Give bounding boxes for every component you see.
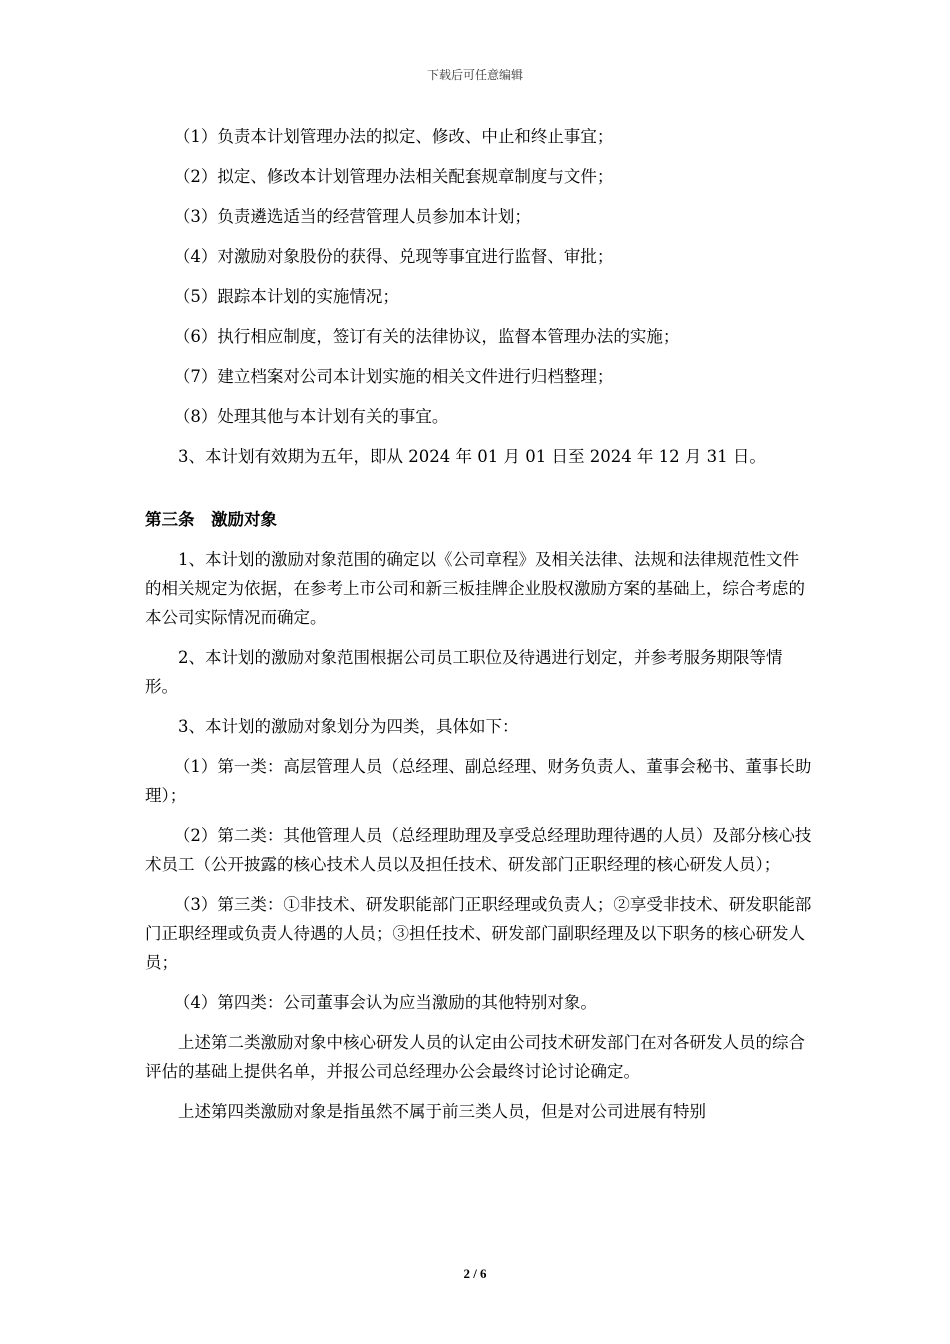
paragraph-scope-basis: 1、本计划的激励对象范围的确定以《公司章程》及相关法律、法规和法律规范性文件的相关规定为依据，在参考上市公司和新三板挂牌企业股权激励方案的基础上，综合考虑的本公司实际情况而确定。 [145,550,805,627]
document-body [145,122,813,1137]
section-heading: 第三条 激励对象 [145,510,277,529]
paragraph-note-category-2: 上述第二类激励对象中核心研发人员的认定由公司技术研发部门在对各研发人员的综合评估的基础上提供名单，并报公司总经理办公会最终讨论讨论确定。 [145,1033,805,1081]
page-header: 下载后可任意编辑 [426,68,523,82]
category-item-4: （4）第四类：公司董事会认为应当激励的其他特别对象。 [173,993,597,1012]
category-item-1: （1）第一类：高层管理人员（总经理、副总经理、财务负责人、董事会秘书、董事长助理）； [145,757,812,805]
duty-item-4: （4）对激励对象股份的获得、兑现等事宜进行监督、审批； [173,247,614,266]
paragraph-scope-position: 2、本计划的激励对象范围根据公司员工职位及待遇进行划定，并参考服务期限等情形。 [145,648,783,696]
duty-item-5: （5）跟踪本计划的实施情况； [173,287,399,306]
validity-paragraph: 3、本计划有效期为五年，即从 2024 年 01 月 01 日至 2024 年 12 月 31 日。 [178,447,766,466]
category-item-2: （2）第二类：其他管理人员（总经理助理及享受总经理助理待遇的人员）及部分核心技术员工（公开披露的核心技术人员以及担任技术、研发部门正职经理的核心研发人员）； [145,826,812,874]
duty-item-6: （6）执行相应制度，签订有关的法律协议，监督本管理办法的实施； [173,327,680,346]
duty-item-1: （1）负责本计划管理办法的拟定、修改、中止和终止事宜； [173,127,614,146]
duty-item-3: （3）负责遴选适当的经营管理人员参加本计划； [173,207,531,226]
duty-item-2: （2）拟定、修改本计划管理办法相关配套规章制度与文件； [173,167,614,186]
category-item-3: （3）第三类：①非技术、研发职能部门正职经理或负责人；②享受非技术、研发职能部门正职经理或负责人待遇的人员；③担任技术、研发部门副职经理及以下职务的核心研发人员； [145,895,812,972]
duty-item-8: （8）处理其他与本计划有关的事宜。 [173,407,449,426]
page-number: 2 / 6 [463,1266,487,1281]
paragraph-categories-intro: 3、本计划的激励对象划分为四类，具体如下： [178,717,519,736]
duty-item-7: （7）建立档案对公司本计划实施的相关文件进行归档整理； [173,367,614,386]
paragraph-note-category-4: 上述第四类激励对象是指虽然不属于前三类人员，但是对公司进展有特别 [178,1102,706,1121]
